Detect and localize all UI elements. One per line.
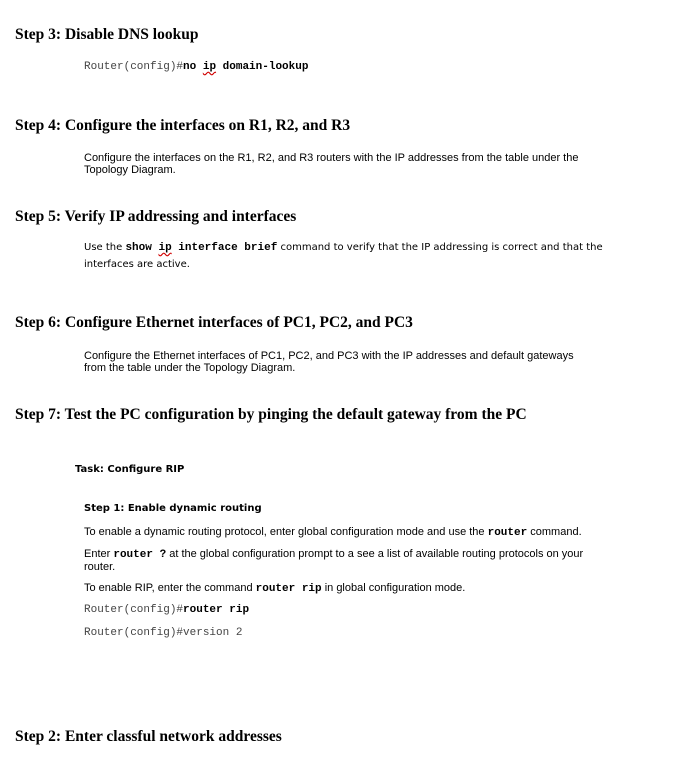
command-prompt: Router(config)#	[84, 61, 184, 73]
step5-cmd-show: show	[125, 242, 159, 254]
step3-command	[84, 61, 308, 73]
step5-text-post: command to verify that the IP addressing is correct and that the	[277, 242, 603, 253]
task-paragraph-1	[84, 526, 582, 540]
p1-cmd: router	[487, 527, 528, 539]
p3-cmd: router rip	[255, 583, 322, 595]
step4-line2: Topology Diagram.	[84, 164, 176, 176]
step4-heading: Step 4: Configure the interfaces on R1, R2, and R3	[15, 117, 351, 134]
cmd1-prompt: Router(config)#	[84, 604, 184, 616]
cmd2-prompt: Router(config)#	[84, 627, 184, 639]
step7-heading: Step 7: Test the PC configuration by pinging the default gateway from the PC	[15, 406, 527, 423]
p2-cmd: router ?	[113, 549, 167, 561]
step3-heading: Step 3: Disable DNS lookup	[15, 26, 199, 43]
task-command-1	[84, 604, 249, 616]
step5-line1	[84, 240, 603, 256]
step5-cmd-rest: interface brief	[171, 242, 278, 254]
step5-line2: interfaces are active.	[84, 259, 190, 270]
p3-pre: To enable RIP, enter the command	[84, 582, 256, 594]
p1-pre: To enable a dynamic routing protocol, enter global configuration mode and use the	[84, 526, 488, 538]
step6-line2: from the table under the Topology Diagram.	[84, 362, 296, 374]
task-paragraph-2	[84, 548, 583, 562]
step5-heading: Step 5: Verify IP addressing and interfaces	[15, 208, 297, 225]
cmd2-text: version 2	[183, 627, 243, 639]
step6-heading: Step 6: Configure Ethernet interfaces of PC1, PC2, and PC3	[15, 314, 413, 331]
p2-post: at the global configuration prompt to a see a list of available routing protocols on your	[166, 548, 584, 560]
task-step1-heading: Step 1: Enable dynamic routing	[84, 503, 262, 514]
step5-cmd-ip: ip	[158, 242, 172, 254]
p1-post: command.	[527, 526, 582, 538]
cmd1-text: router rip	[183, 604, 250, 616]
task-paragraph-2-line2: router.	[84, 561, 116, 573]
command-keyword-rest: domain-lookup	[216, 61, 309, 73]
command-keyword-no: no	[183, 61, 203, 73]
step4-line1: Configure the interfaces on the R1, R2, and R3 routers with the IP addresses from the table under the	[84, 152, 579, 164]
step5-text-pre: Use the	[84, 242, 126, 253]
p2-pre: Enter	[84, 548, 114, 560]
command-keyword-ip: ip	[202, 61, 217, 73]
p3-post: in global configuration mode.	[321, 582, 466, 594]
task-title: Task: Configure RIP	[75, 464, 185, 475]
step6-line1: Configure the Ethernet interfaces of PC1, PC2, and PC3 with the IP addresses and default gateways	[84, 350, 574, 362]
task-command-2	[84, 627, 242, 639]
step2-heading: Step 2: Enter classful network addresses	[15, 728, 282, 745]
task-paragraph-3	[84, 582, 465, 596]
